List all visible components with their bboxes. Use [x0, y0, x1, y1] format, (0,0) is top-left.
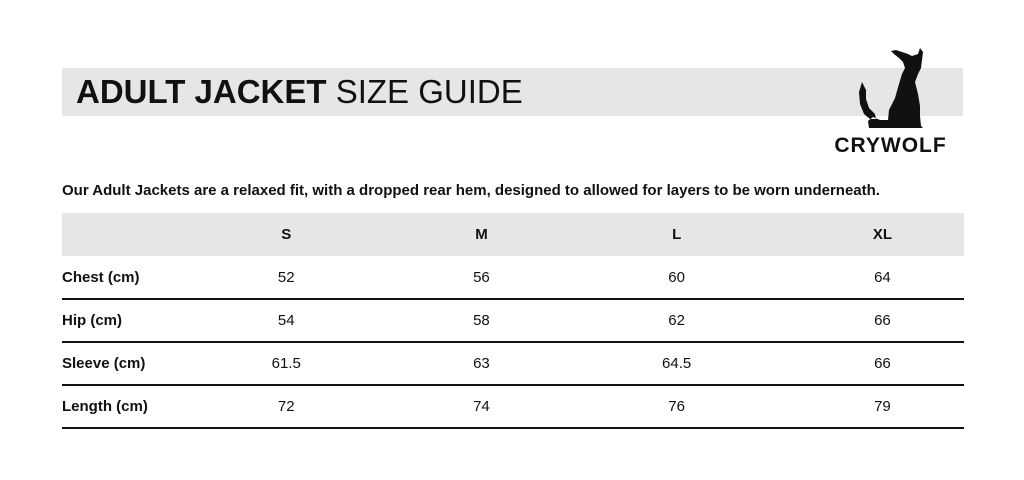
table-header-row — [62, 213, 964, 256]
size-header-xl: XL — [872, 226, 893, 243]
table-header-blank — [62, 213, 162, 256]
howling-wolf-icon — [858, 44, 924, 132]
brand-name: CRYWOLF — [834, 134, 947, 157]
row-label: Sleeve (cm) — [62, 355, 146, 372]
table-row-sleeve — [62, 342, 964, 385]
title-bold: ADULT JACKET — [76, 73, 327, 110]
size-table — [62, 213, 964, 429]
size-header-l: L — [672, 226, 682, 243]
table-row-chest — [62, 256, 964, 299]
intro-text: Our Adult Jackets are a relaxed fit, with a dropped rear hem, designed to allowed for layers to be worn underneath. — [62, 182, 880, 199]
row-label: Chest (cm) — [62, 268, 140, 286]
row-label: Length (cm) — [62, 398, 148, 415]
table-cell: 60 — [668, 268, 685, 286]
table-cell: 72 — [277, 398, 295, 415]
table-cell: 52 — [277, 268, 295, 286]
table-row-length — [62, 385, 964, 428]
table-row-hip — [62, 299, 964, 342]
table-cell: 66 — [874, 355, 891, 372]
size-header-m: M — [475, 226, 488, 243]
table-cell: 54 — [277, 312, 295, 329]
table-cell: 56 — [473, 268, 490, 286]
page-title — [76, 74, 523, 110]
table-cell: 61.5 — [271, 355, 301, 372]
table-cell: 76 — [668, 398, 685, 415]
table-cell: 62 — [668, 312, 685, 329]
table-cell: 64.5 — [662, 355, 692, 372]
size-header-s: S — [281, 226, 292, 243]
table-cell: 74 — [473, 398, 490, 415]
row-label: Hip (cm) — [62, 312, 122, 329]
table-cell: 63 — [473, 355, 490, 372]
table-cell: 64 — [874, 268, 891, 286]
title-regular: SIZE GUIDE — [326, 73, 523, 110]
table-cell: 66 — [874, 312, 891, 329]
brand-logo — [828, 44, 953, 164]
table-cell: 79 — [874, 398, 891, 415]
table-cell: 58 — [473, 312, 490, 329]
